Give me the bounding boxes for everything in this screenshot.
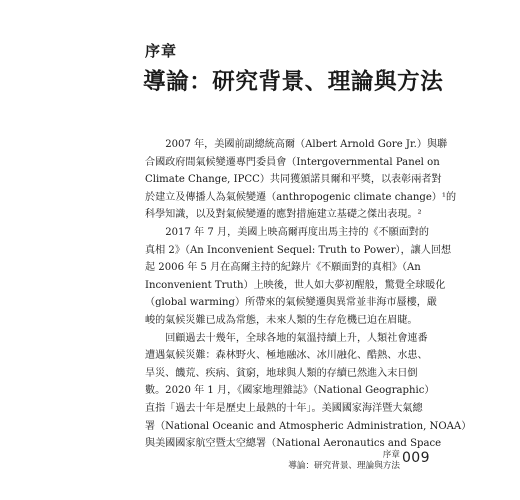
text-line: 與美國國家航空暨太空總署（National Aeronautics and Space <box>145 438 442 450</box>
text-line: 科學知識，以及對氣候變遷的應對措施建立基礎之傑出表現。² <box>145 209 422 221</box>
footer-section: 序章 <box>382 450 400 460</box>
chapter-title: 導論：研究背景、理論與方法 <box>143 69 444 95</box>
text-line: Climate Change, IPCC）共同獲頒諾貝爾和平獎，以表彰兩者對 <box>145 174 442 186</box>
text-line: 旱災、饑荒、疾病、貧窮，地球與人類的存續已然進入末日倒 <box>145 367 418 379</box>
paragraph <box>145 330 472 453</box>
text-line: 2017 年 7 月，美國上映高爾再度出馬主持的《不願面對的 <box>165 226 429 238</box>
text-line: 真相 2》（An Inconvenient Sequel: Truth to Power），讓人回想 <box>145 244 452 256</box>
text-line: 2007 年，美國前副總統高爾（Albert Arnold Gore Jr.）與聯 <box>165 139 448 150</box>
footer-running-title: 導論：研究背景、理論與方法 <box>288 461 400 471</box>
text-line: （global warming）所帶來的氣候變遷與異常並非海市蜃樓，嚴 <box>145 297 437 309</box>
body-text <box>145 136 472 453</box>
text-line: Inconvenient Truth）上映後，世人如大夢初醒般，驚覺全球暖化 <box>145 279 446 291</box>
text-line: 遭遇氣候災難：森林野火、極地融冰、冰川融化、酷熱、水患、 <box>145 350 428 362</box>
paragraph <box>145 224 452 330</box>
text-line: 合國政府間氣候變遷專門委員會（Intergovernmental Panel on <box>145 156 440 168</box>
paragraph <box>145 136 457 224</box>
text-line: 署（National Oceanic and Atmospheric Administration, NOAA） <box>145 420 472 432</box>
text-line: 直指「過去十年是歷史上最熱的十年」。美國國家海洋暨大氣總 <box>145 402 423 414</box>
text-line: 回顧過去十幾年，全球各地的氣溫持續上升，人類社會連番 <box>165 332 428 344</box>
text-line: 數。2020 年 1 月，《國家地理雜誌》（National Geographic） <box>145 385 435 397</box>
text-line: 於建立及傳播人為氣候變遷（anthropogenic climate change）¹的 <box>145 191 457 203</box>
text-line: 峻的氣候災難已成為常態，未來人類的生存危機已迫在眉睫。 <box>145 314 418 326</box>
page-number: 009 <box>402 450 430 466</box>
text-line: 起 2006 年 5 月在高爾主持的紀錄片《不願面對的真相》（An <box>145 262 421 274</box>
chapter-label: 序章 <box>145 42 178 60</box>
running-footer <box>200 450 400 472</box>
